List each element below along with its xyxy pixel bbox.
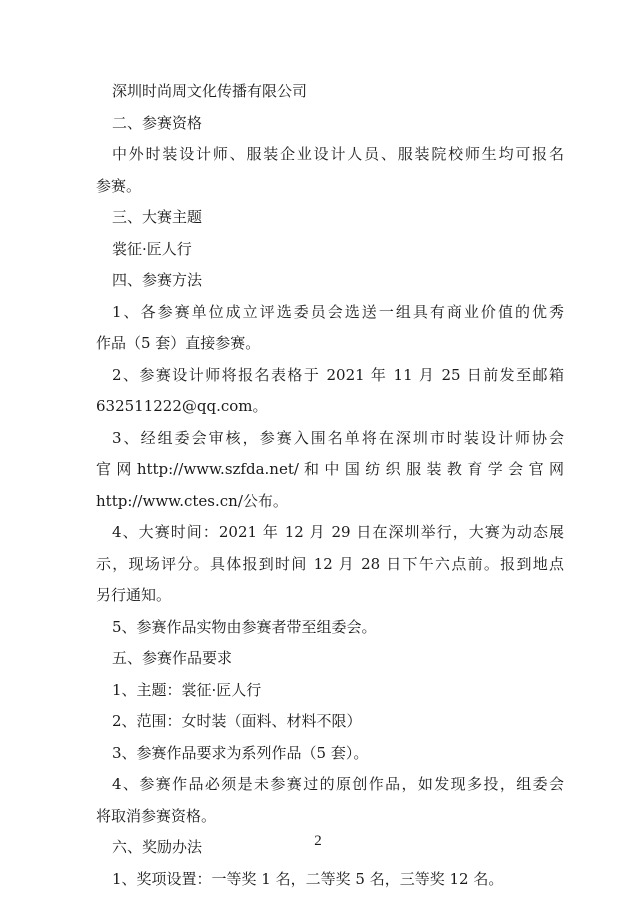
paragraph-line: 作品（5 套）直接参赛。	[96, 334, 261, 352]
theme-text: 裳征·匠人行	[112, 239, 192, 258]
document-body	[96, 76, 564, 895]
list-item: 2、范围：女时装（面料、材料不限）	[112, 712, 362, 730]
section-heading-eligibility: 二、参赛资格	[112, 113, 203, 132]
paragraph-line: 4、参赛作品必须是未参赛过的原创作品，如发现多投，组委会	[112, 775, 564, 793]
email-address: 632511222@qq.com。	[96, 397, 268, 415]
paragraph-line: 3、经组委会审核，参赛入围名单将在深圳市时装设计师协会	[112, 428, 564, 447]
section-heading-method: 四、参赛方法	[112, 271, 203, 289]
website-line: 官 网 http://www.szfda.net/ 和 中 国 纺 织 服 装 教 育 学 会 官 网	[96, 460, 564, 478]
paragraph-line: 另行通知。	[96, 586, 172, 604]
paragraph-line: 示，现场评分。具体报到时间 12 月 28 日下午六点前。报到地点	[96, 554, 564, 573]
section-heading-requirements: 五、参赛作品要求	[112, 649, 233, 667]
paragraph-line: 将取消参赛资格。	[96, 806, 217, 825]
list-item: 3、参赛作品要求为系列作品（5 套）。	[112, 743, 369, 762]
list-item: 1、奖项设置：一等奖 1 名，二等奖 5 名，三等奖 12 名。	[112, 869, 504, 888]
list-item: 1、主题：裳征·匠人行	[112, 680, 262, 699]
section-heading-awards: 六、奖励办法	[112, 838, 203, 856]
paragraph-line: 中外时装设计师、服装企业设计人员、服装院校师生均可报名	[112, 145, 564, 163]
paragraph-line: 5、参赛作品实物由参赛者带至组委会。	[112, 617, 377, 636]
website-line: http://www.ctes.cn/公布。	[96, 491, 288, 510]
section-heading-theme: 三、大赛主题	[112, 208, 203, 226]
paragraph-line: 4、大赛时间：2021 年 12 月 29 日在深圳举行，大赛为动态展	[112, 523, 564, 541]
paragraph-line: 2、参赛设计师将报名表格于 2021 年 11 月 25 日前发至邮箱	[112, 365, 564, 384]
page-number: 2	[314, 833, 322, 849]
paragraph-line: 1、各参赛单位成立评选委员会选送一组具有商业价值的优秀	[112, 302, 564, 321]
company-name: 深圳时尚周文化传播有限公司	[112, 82, 308, 100]
paragraph-line: 参赛。	[96, 176, 142, 195]
